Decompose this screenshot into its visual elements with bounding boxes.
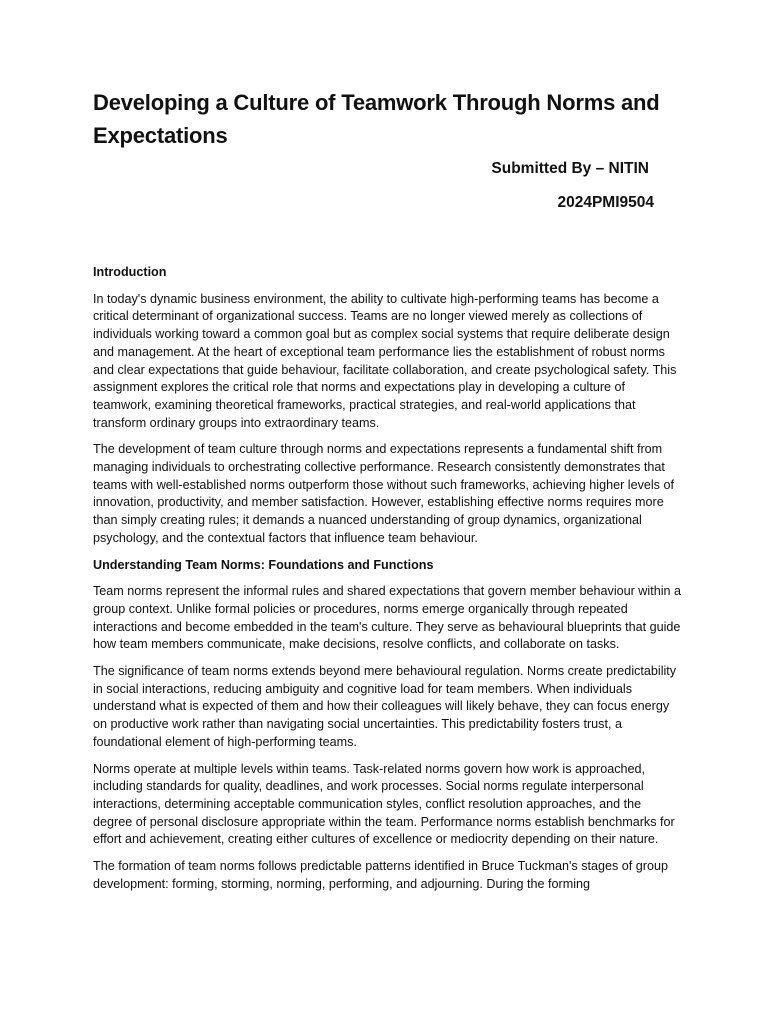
section-heading-understanding-team-norms: Understanding Team Norms: Foundations and Functions — [93, 557, 434, 572]
paragraph: In today's dynamic business environment, the ability to cultivate high-performing teams has become a critical determinant of organizational success. Teams are no longer viewed merely as collections of individuals working toward a common goal but as complex social systems that require deliberate design and management. At the heart of exceptional team performance lies the establishment of robust norms and clear expectations that guide behaviour, facilitate collaboration, and create psychological safety. This assignment explores the critical role that norms and expectations play in developing a culture of teamwork, examining theoretical frameworks, practical strategies, and real-world applications that transform ordinary groups into extraordinary teams. — [93, 291, 677, 430]
submitted-by: Submitted By – NITIN — [491, 160, 649, 177]
paragraph: The significance of team norms extends beyond mere behavioural regulation. Norms create predictability in social interactions, reducing ambiguity and cognitive load for team members. When individuals understand what is expected of them and how their colleagues will likely behave, they can focus energy on productive work rather than navigating social uncertainties. This predictability fosters trust, a foundational element of high-performing teams. — [93, 664, 677, 749]
section-heading-introduction: Introduction — [93, 265, 167, 279]
document-body — [93, 264, 683, 903]
paragraph: Team norms represent the informal rules and shared expectations that govern member behaviour within a group context. Unlike formal policies or procedures, norms emerge organically through repeated interactions and become embedded in the team's culture. They serve as behavioural blueprints that guide how team members communicate, make decisions, resolve conflicts, and collaborate on tasks. — [93, 584, 682, 652]
paragraph: Norms operate at multiple levels within teams. Task-related norms govern how work is approached, including standards for quality, deadlines, and work processes. Social norms regulate interpersonal interactions, determining acceptable communication styles, conflict resolution approaches, and the degree of personal disclosure appropriate within the team. Performance norms establish benchmarks for effort and achievement, creating either cultures of excellence or mediocrity depending on their nature. — [93, 761, 675, 847]
paragraph: The formation of team norms follows predictable patterns identified in Bruce Tuckman's stages of group development: forming, storming, norming, performing, and adjourning. During the forming — [93, 859, 669, 891]
document-title: Developing a Culture of Teamwork Through Norms and Expectations — [93, 90, 660, 148]
roll-number: 2024PMI9504 — [557, 194, 654, 211]
paragraph: The development of team culture through norms and expectations represents a fundamental shift from managing individuals to orchestrating collective performance. Research consistently demonstrates that teams with well-established norms outperform those without such frameworks, achieving higher levels of innovation, productivity, and member satisfaction. However, establishing effective norms requires more than simply creating rules; it demands a nuanced understanding of group dynamics, organizational psychology, and the contextual factors that influence team behaviour. — [93, 442, 674, 545]
